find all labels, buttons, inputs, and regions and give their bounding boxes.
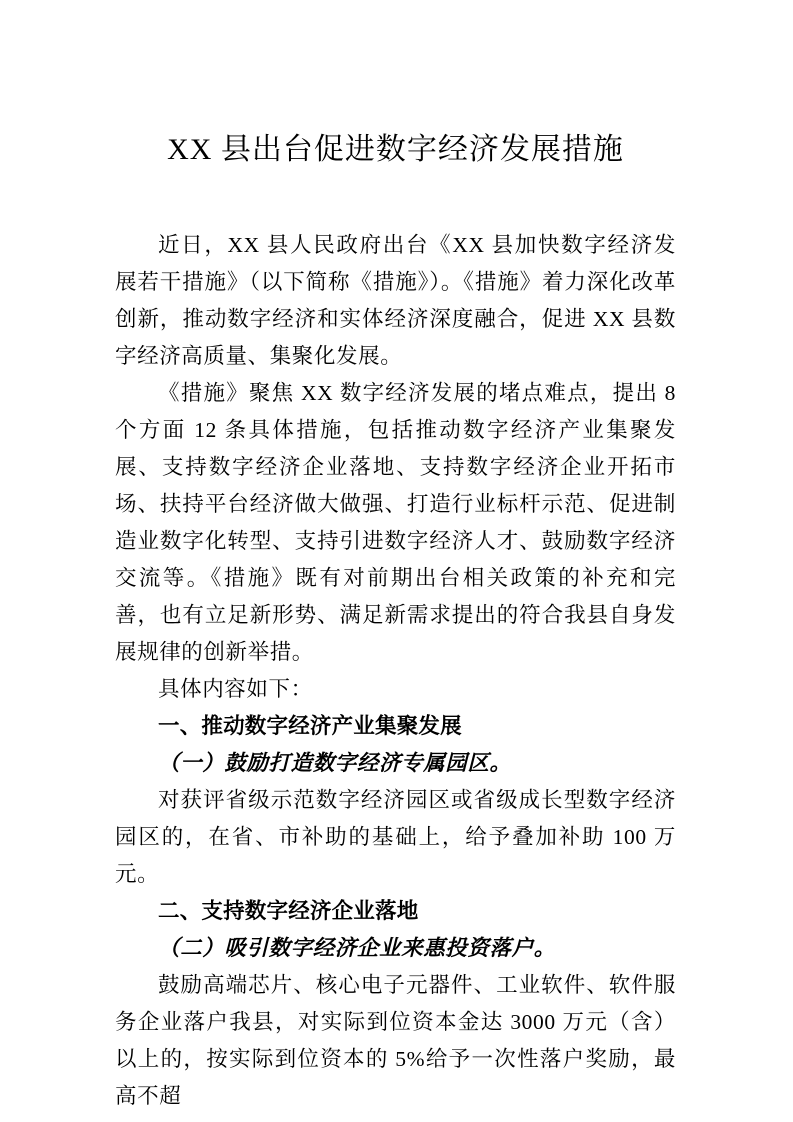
paragraph-overview: 《措施》聚焦 XX 数字经济发展的堵点难点，提出 8 个方面 12 条具体措施，包括推动数字经济产业集聚发展、支持数字经济企业落地、支持数字经济企业开拓市场、扶持平台经济做大做强、打造行业标杆示范、促进制造业数字化转型、支持引进数字经济人才、鼓励数字经济交流等。《措施》既有对前期出台相关政策的补充和完善，也有立足新形势、满足新需求提出的符合我县自身发展规律的创新举措。 [115, 381, 676, 664]
paragraph-measure-2: 鼓励高端芯片、核心电子元器件、工业软件、软件服务企业落户我县，对实际到位资本金达 3000 万元（含）以上的，按实际到位资本的 5%给予一次性落户奖励，最高不超 [115, 973, 676, 1108]
section-subheading-1: （一）鼓励打造数字经济专属园区。 [158, 751, 512, 775]
paragraph-intro: 近日，XX 县人民政府出台《XX 县加快数字经济发展若干措施》（以下简称《措施》）。《措施》着力深化改革创新，推动数字经济和实体经济深度融合，促进 XX 县数字经济高质量、集聚化发展。 [115, 233, 676, 368]
section-subheading-2: （二）吸引数字经济企业来惠投资落户。 [158, 936, 556, 960]
section-heading-2: 二、支持数字经济企业落地 [158, 899, 419, 923]
paragraph-lead-in: 具体内容如下： [158, 677, 313, 701]
document-title: XX 县出台促进数字经济发展措施 [167, 133, 624, 166]
paragraph-measure-1: 对获评省级示范数字经济园区或省级成长型数字经济园区的，在省、市补助的基础上，给予叠加补助 100 万元。 [115, 788, 676, 886]
section-heading-1: 一、推动数字经济产业集聚发展 [158, 714, 462, 738]
